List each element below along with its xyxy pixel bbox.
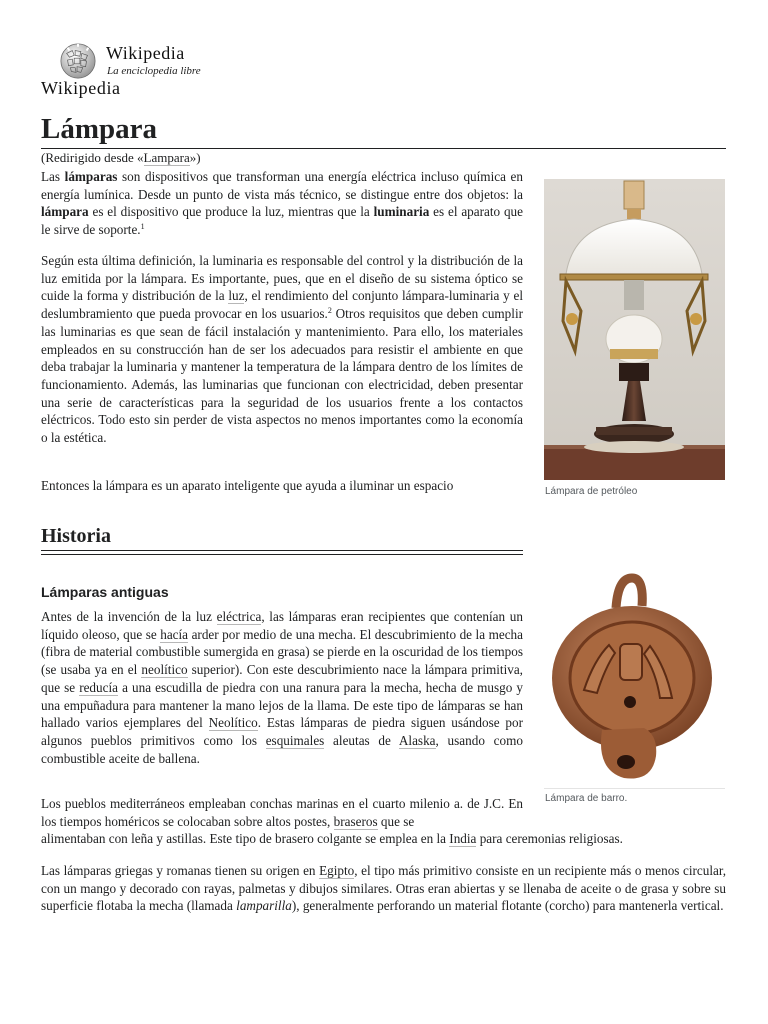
- text-run: Los pueblos mediterráneos empleaban conchas marinas en el cuarto milenio a. de J.C. En los tiempos homéricos se colocaban sobre altos postes,: [41, 796, 523, 829]
- history-paragraph-3: [41, 862, 726, 915]
- text-run: Según esta última definición, la luminaria es responsable del control y la distribución de la luz emitida por la lámpara. Es importante, pues, que en el diseño de su sistema óptico se cuide la forma y distribución de la: [41, 253, 523, 304]
- italic-term: lamparilla: [236, 898, 292, 914]
- inline-link[interactable]: esquimales: [265, 732, 325, 748]
- text-run: Entonces la lámpara es un aparato inteligente que ayuda a iluminar un espacio: [41, 478, 454, 493]
- text-run: Las: [41, 169, 65, 184]
- bold-term: lámpara: [41, 204, 89, 220]
- history-heading-rule: [41, 550, 523, 551]
- title-divider: [41, 148, 726, 149]
- inline-link[interactable]: India: [449, 831, 477, 846]
- text-run: arder por medio de una mecha. El descubrimiento de la mecha (fibra de material combustible sumergida en grasa) se pierde en la oscuridad de los tiempos (se usaba ya en el: [41, 626, 524, 678]
- wikipedia-globe-icon: [59, 42, 97, 80]
- redirect-note: [41, 150, 201, 166]
- history-paragraph-1: [41, 608, 523, 767]
- reference-marker[interactable]: 1: [140, 222, 145, 232]
- inline-link[interactable]: hacía: [160, 626, 189, 642]
- intro-paragraph-1: [41, 168, 523, 239]
- text-run: a una escudilla de piedra con una ranura para la mecha, hecha de musgo y una empuñadura para mantener la mano lejos de la llama. De este tipo de lámparas se han hallado varios ejemplares del: [41, 679, 523, 731]
- text-run: ), generalmente perforando un material flotante (corcho) para mantenerla vertical.: [291, 898, 724, 914]
- inline-link[interactable]: luz: [228, 288, 245, 304]
- text-run: es el dispositivo que produce la luz, mientras que la: [88, 204, 374, 220]
- redirect-suffix: »): [189, 150, 201, 165]
- redirect-link[interactable]: Lampara: [143, 150, 190, 165]
- text-run: que se: [377, 813, 415, 829]
- text-run: Otros requisitos que deben cumplir las luminarias es que sean de fácil instalación y mantenimiento. Para ello, los materiales empleados en su construcción han de ser los adecuados para resistir el ambiente en que deba trabajar la luminaria y mantener la temperatura de la lámpara dentro de los límites de funcionamiento. Además, las luminarias que funcionan con electricidad, deben presentar una serie de características para la seguridad de los usuarios frente a los contactos eléctricos. Todo esto sin perder de vista aspectos no menos importantes como la economía o la estética.: [41, 306, 523, 446]
- history-paragraph-2-continued: [41, 830, 726, 848]
- ancient-lamps-subheading: Lámparas antiguas: [41, 584, 169, 600]
- bold-term: lámparas: [64, 169, 118, 184]
- clay-lamp-picture: [544, 570, 725, 787]
- intro-paragraph-3: [41, 477, 523, 495]
- inline-link[interactable]: reducía: [79, 679, 118, 695]
- oil-lamp-picture: [544, 179, 725, 480]
- history-heading: Historia: [41, 525, 111, 547]
- text-run: Las lámparas griegas y romanas tienen su origen en: [41, 863, 320, 878]
- text-run: . Estas lámparas de piedra siguen usándose por algunos pueblos primitivos como los: [41, 715, 523, 748]
- inline-link[interactable]: neolítico: [141, 662, 188, 678]
- text-run: , usando como combustible aceite de ballena.: [41, 732, 523, 766]
- tagline: La enciclopedia libre: [107, 65, 201, 77]
- history-paragraph-2: [41, 795, 523, 830]
- inline-link[interactable]: Alaska: [398, 732, 436, 748]
- inline-link[interactable]: Neolítico: [208, 715, 258, 731]
- text-run: , las lámparas eran recipientes que contenían un líquido oleoso, que se: [41, 609, 523, 642]
- reference-marker[interactable]: 2: [327, 306, 332, 316]
- history-heading-rule-2: [41, 554, 523, 555]
- wordmark-bottom[interactable]: Wikipedia: [41, 78, 121, 98]
- text-run: superior). Con este descubrimiento nace la lámpara primitiva, que se: [41, 662, 523, 695]
- text-run: para ceremonias religiosas.: [476, 831, 623, 846]
- intro-paragraph-2: [41, 252, 523, 447]
- redirect-prefix: (Redirigido desde «: [41, 150, 144, 165]
- text-run: Antes de la invención de la luz: [41, 609, 217, 624]
- inline-link[interactable]: eléctrica: [216, 609, 262, 624]
- oil-lamp-caption: Lámpara de petróleo: [545, 486, 638, 497]
- text-run: alimentaban con leña y astillas. Este tipo de brasero colgante se emplea en la: [41, 831, 450, 846]
- inline-link[interactable]: Egipto: [319, 863, 355, 878]
- text-run: es el aparato que le sirve de soporte.: [41, 204, 524, 238]
- inline-link[interactable]: braseros: [333, 813, 378, 829]
- page-title: Lámpara: [41, 113, 157, 145]
- text-run: , el tipo más primitivo consiste en un recipiente más o menos circular, con un mango y decorado con rayas, palmetas y dibujos similares. Otras eran abiertas y se llenaba de aceite o de grasa y sobre su superficie flotaba la mecha (llamada: [41, 863, 727, 914]
- oil-lamp-image[interactable]: [544, 179, 725, 480]
- bold-term: luminaria: [373, 204, 430, 220]
- text-run: son dispositivos que transforman una energía eléctrica incluso química en energía lumínica. Desde un punto de vista más técnico, se distingue entre dos objetos: la: [41, 169, 524, 202]
- clay-lamp-image[interactable]: [544, 570, 725, 787]
- wordmark-top: Wikipedia: [106, 43, 185, 63]
- text-run: , el rendimiento del conjunto lámpara-luminaria y el deslumbramiento que pueda provocar en los usuarios.: [41, 288, 523, 322]
- text-run: aleutas de: [324, 732, 399, 748]
- clay-lamp-caption: Lámpara de barro.: [545, 793, 628, 804]
- clay-lamp-caption-rule: [544, 788, 725, 789]
